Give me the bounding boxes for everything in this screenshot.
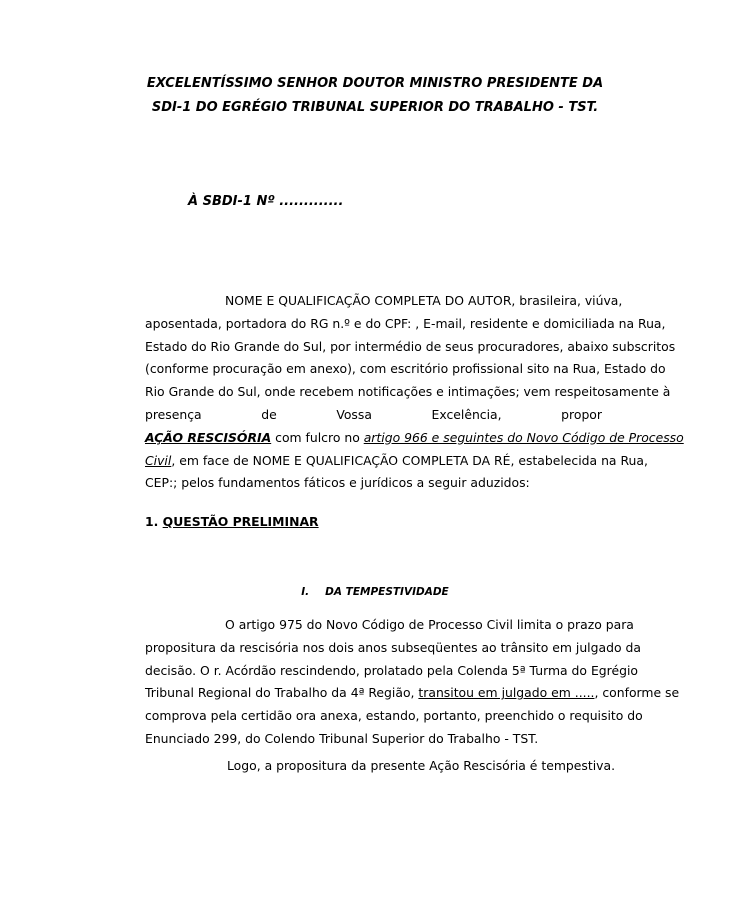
text-fragment: Tribunal Regional do Trabalho da 4ª Região, bbox=[145, 685, 419, 701]
intro-line bbox=[145, 450, 648, 473]
text-fragment: , conforme se bbox=[594, 685, 680, 701]
article-reference: artigo 966 e seguintes do Novo Código de Processo bbox=[363, 429, 684, 445]
paragraph-line: comprova pela certidão ora anexa, estando, portanto, preenchido o requisito do bbox=[145, 708, 643, 724]
text-fragment: com fulcro no bbox=[271, 429, 364, 445]
intro-line-spread bbox=[145, 404, 602, 427]
intro-line: Estado do Rio Grande do Sul, por intermédio de seus procuradores, abaixo subscritos bbox=[145, 338, 676, 354]
intro-paragraph bbox=[145, 290, 684, 495]
intro-line bbox=[145, 427, 684, 450]
document-title-line-2: SDI-1 DO EGRÉGIO TRIBUNAL SUPERIOR DO TRABALHO - TST. bbox=[151, 100, 599, 115]
article-reference-end: Civil bbox=[145, 452, 172, 468]
section-heading bbox=[145, 514, 319, 529]
subsection-title: DA TEMPESTIVIDADE bbox=[325, 586, 449, 598]
document-title-line-1: EXCELENTÍSSIMO SENHOR DOUTOR MINISTRO PRESIDENTE DA bbox=[146, 76, 604, 91]
action-name: AÇÃO RESCISÓRIA bbox=[145, 429, 272, 445]
subsection-heading bbox=[0, 586, 750, 598]
intro-line: NOME E QUALIFICAÇÃO COMPLETA DO AUTOR, brasileira, viúva, bbox=[225, 293, 623, 308]
word: propor bbox=[561, 406, 602, 422]
intro-line: CEP:; pelos fundamentos fáticos e jurídicos a seguir aduzidos: bbox=[145, 475, 530, 491]
word: Vossa bbox=[336, 406, 372, 422]
case-reference: À SBDI-1 Nº ............. bbox=[188, 194, 344, 209]
transit-date: transitou em julgado em ..... bbox=[418, 685, 595, 701]
word: Excelência, bbox=[431, 406, 502, 422]
word: presença bbox=[145, 406, 202, 422]
paragraph-line: O artigo 975 do Novo Código de Processo Civil limita o prazo para bbox=[225, 617, 634, 632]
paragraph-line: decisão. O r. Acórdão rescindendo, prolatado pela Colenda 5ª Turma do Egrégio bbox=[145, 662, 638, 678]
intro-line: (conforme procuração em anexo), com escritório profissional sito na Rua, Estado do bbox=[145, 361, 666, 377]
section-title: QUESTÃO PRELIMINAR bbox=[162, 514, 319, 529]
intro-line: aposentada, portadora do RG n.º e do CPF: , E-mail, residente e domiciliada na Rua, bbox=[145, 315, 666, 331]
intro-line: Rio Grande do Sul, onde recebem notificações e intimações; vem respeitosamente à bbox=[145, 384, 671, 400]
section-number: 1. bbox=[145, 514, 163, 529]
paragraph-line bbox=[145, 682, 680, 705]
word: de bbox=[261, 406, 277, 422]
subsection-number: I. bbox=[301, 586, 310, 598]
paragraph-line: propositura da rescisória nos dois anos subseqüentes ao trânsito em julgado da bbox=[145, 639, 641, 655]
tempestividade-paragraph bbox=[145, 614, 680, 751]
paragraph-line: Enunciado 299, do Colendo Tribunal Superior do Trabalho - TST. bbox=[145, 730, 539, 746]
conclusion-paragraph: Logo, a propositura da presente Ação Rescisória é tempestiva. bbox=[227, 758, 616, 773]
text-fragment: , em face de NOME E QUALIFICAÇÃO COMPLETA DA RÉ, estabelecida na Rua, bbox=[171, 452, 648, 468]
